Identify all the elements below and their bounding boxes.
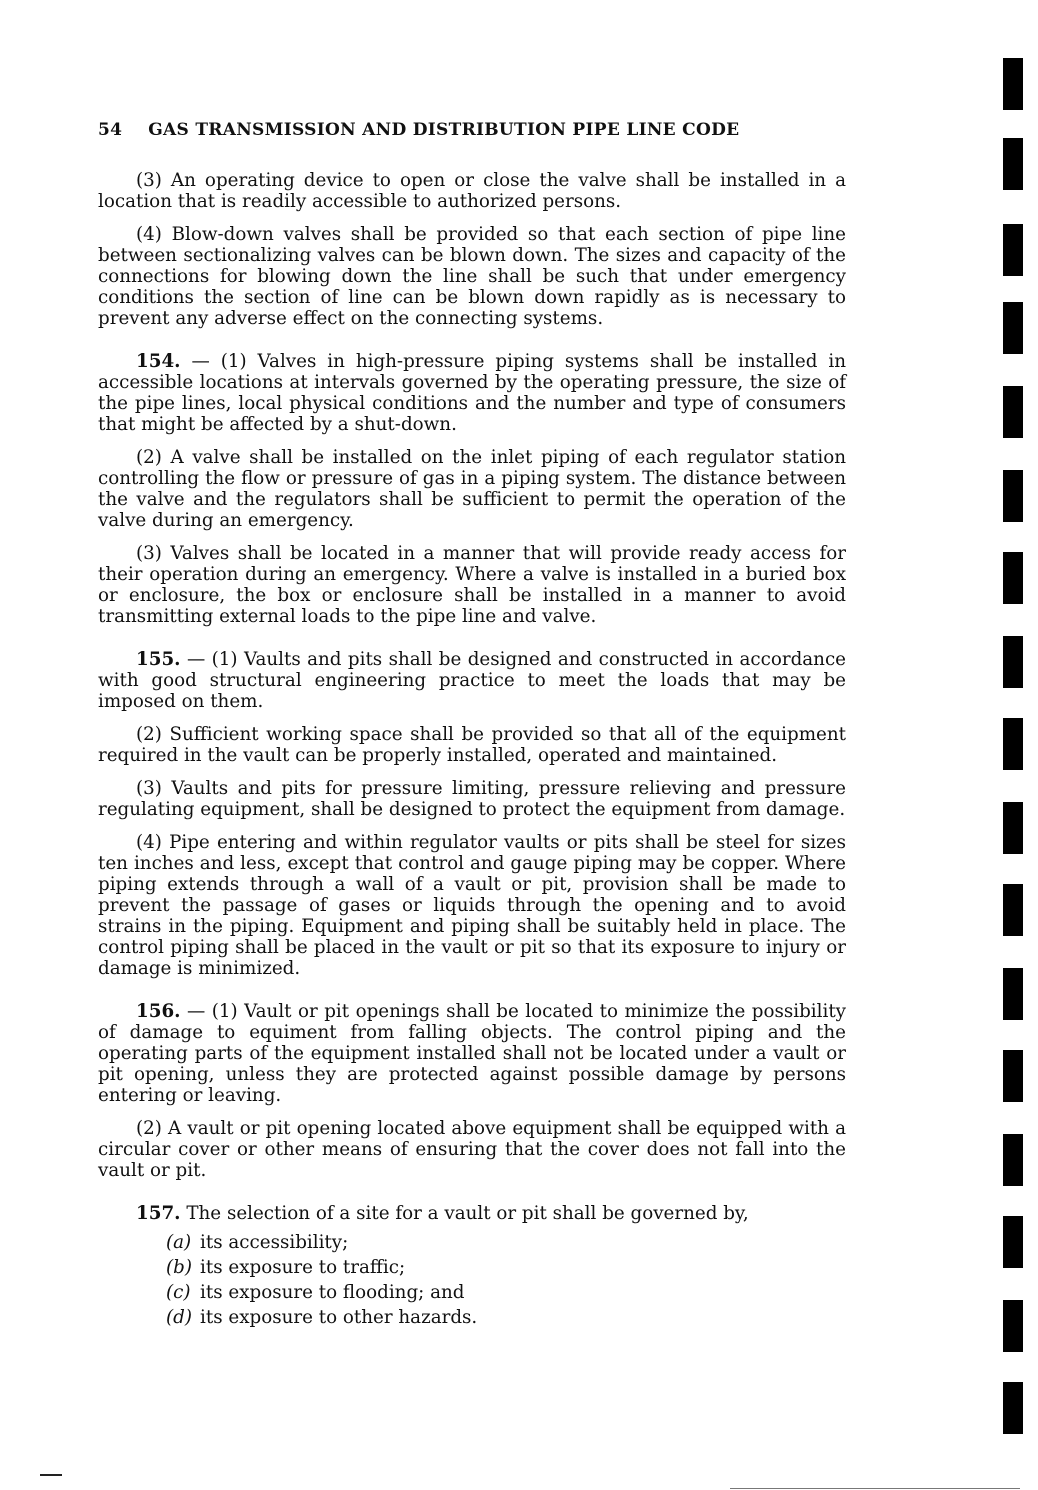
- paragraph: (3) Vaults and pits for pressure limiting, pressure relieving and pressure regulating equipment, shall be designed to protect the equipment from damage.: [98, 778, 846, 820]
- section-157-intro: 157. The selection of a site for a vault or pit shall be governed by,: [136, 1203, 749, 1224]
- margin-mark: [1003, 884, 1023, 936]
- margin-mark: [1003, 302, 1023, 354]
- margin-mark: [1003, 552, 1023, 604]
- paragraph: (2) Sufficient working space shall be provided so that all of the equipment required in the vault can be properly installed, operated and maintained.: [98, 724, 846, 766]
- section-number: 156.: [136, 1001, 181, 1022]
- list-item: (b) its exposure to traffic;: [166, 1257, 406, 1278]
- paragraph: (2) A valve shall be installed on the inlet piping of each regulator station controlling the flow or pressure of gas in a piping system. The distance between the valve and the regulators shall be sufficient to permit the operation of the valve during an emergency.: [98, 447, 846, 531]
- paragraph: (3) An operating device to open or close the valve shall be installed in a location that is readily accessible to authorized persons.: [98, 170, 846, 212]
- paragraph: (2) A vault or pit opening located above equipment shall be equipped with a circular cover or other means of ensuring that the cover does not fall into the vault or pit.: [98, 1118, 846, 1181]
- margin-mark: [1003, 718, 1023, 770]
- page-header: [98, 120, 846, 140]
- margin-mark: [1003, 224, 1023, 276]
- margin-mark: [1003, 968, 1023, 1020]
- list-item: (a) its accessibility;: [166, 1232, 349, 1253]
- section-156-paragraph: 156. — (1) Vault or pit openings shall be located to minimize the possibility of damage to equiment from falling objects. The control piping and the operating parts of the equipment installed shall not be located under a vault or pit opening, unless they are protected against possible damage by persons entering or leaving.: [98, 1001, 846, 1106]
- section-number: 157.: [136, 1203, 181, 1224]
- section-154-paragraph: 154. — (1) Valves in high-pressure piping systems shall be installed in accessible locations at intervals governed by the operating pressure, the size of the pipe lines, local physical conditions and the number and type of consumers that might be affected by a shut-down.: [98, 351, 846, 435]
- margin-mark: [1003, 58, 1023, 110]
- margin-mark: [1003, 802, 1023, 854]
- margin-mark: [1003, 1216, 1023, 1268]
- margin-mark: [1003, 1134, 1023, 1186]
- margin-mark: [1003, 138, 1023, 190]
- running-title: GAS TRANSMISSION AND DISTRIBUTION PIPE LINE CODE: [148, 120, 740, 140]
- margin-mark: [1003, 1382, 1023, 1434]
- section-number: 155.: [136, 649, 181, 670]
- page-number: 54: [98, 120, 123, 140]
- margin-mark: [1003, 386, 1023, 438]
- section-155-paragraph: 155. — (1) Vaults and pits shall be designed and constructed in accordance with good structural engineering practice to meet the loads that may be imposed on them.: [98, 649, 846, 712]
- site-criteria-list: [98, 1230, 846, 1330]
- paragraph: (4) Blow-down valves shall be provided so that each section of pipe line between sectionalizing valves can be blown down. The sizes and capacity of the connections for blowing down the line shall be such that under emergency conditions the section of line can be blown down rapidly as is necessary to prevent any adverse effect on the connecting systems.: [98, 224, 846, 329]
- margin-mark: [1003, 470, 1023, 522]
- paragraph: (4) Pipe entering and within regulator vaults or pits shall be steel for sizes ten inches and less, except that control and gauge piping may be copper. Where piping extends through a wall of a vault or pit, provision shall be made to prevent the passage of gases or liquids through the opening and to avoid strains in the piping. Equipment and piping shall be suitably held in place. The control piping shall be placed in the vault or pit so that its exposure to injury or damage is minimized.: [98, 832, 846, 979]
- list-item: (c) its exposure to flooding; and: [166, 1282, 465, 1303]
- margin-mark: [1003, 1300, 1023, 1352]
- margin-mark: [1003, 636, 1023, 688]
- section-number: 154.: [136, 351, 181, 372]
- document-body: [98, 170, 846, 1330]
- list-item: (d) its exposure to other hazards.: [166, 1307, 478, 1328]
- bottom-left-dash: [40, 1474, 62, 1476]
- bottom-rule: [730, 1488, 1020, 1489]
- margin-mark: [1003, 1050, 1023, 1102]
- paragraph: (3) Valves shall be located in a manner that will provide ready access for their operation during an emergency. Where a valve is installed in a buried box or enclosure, the box or enclosure shall be installed in a manner to avoid transmitting external loads to the pipe line and valve.: [98, 543, 846, 627]
